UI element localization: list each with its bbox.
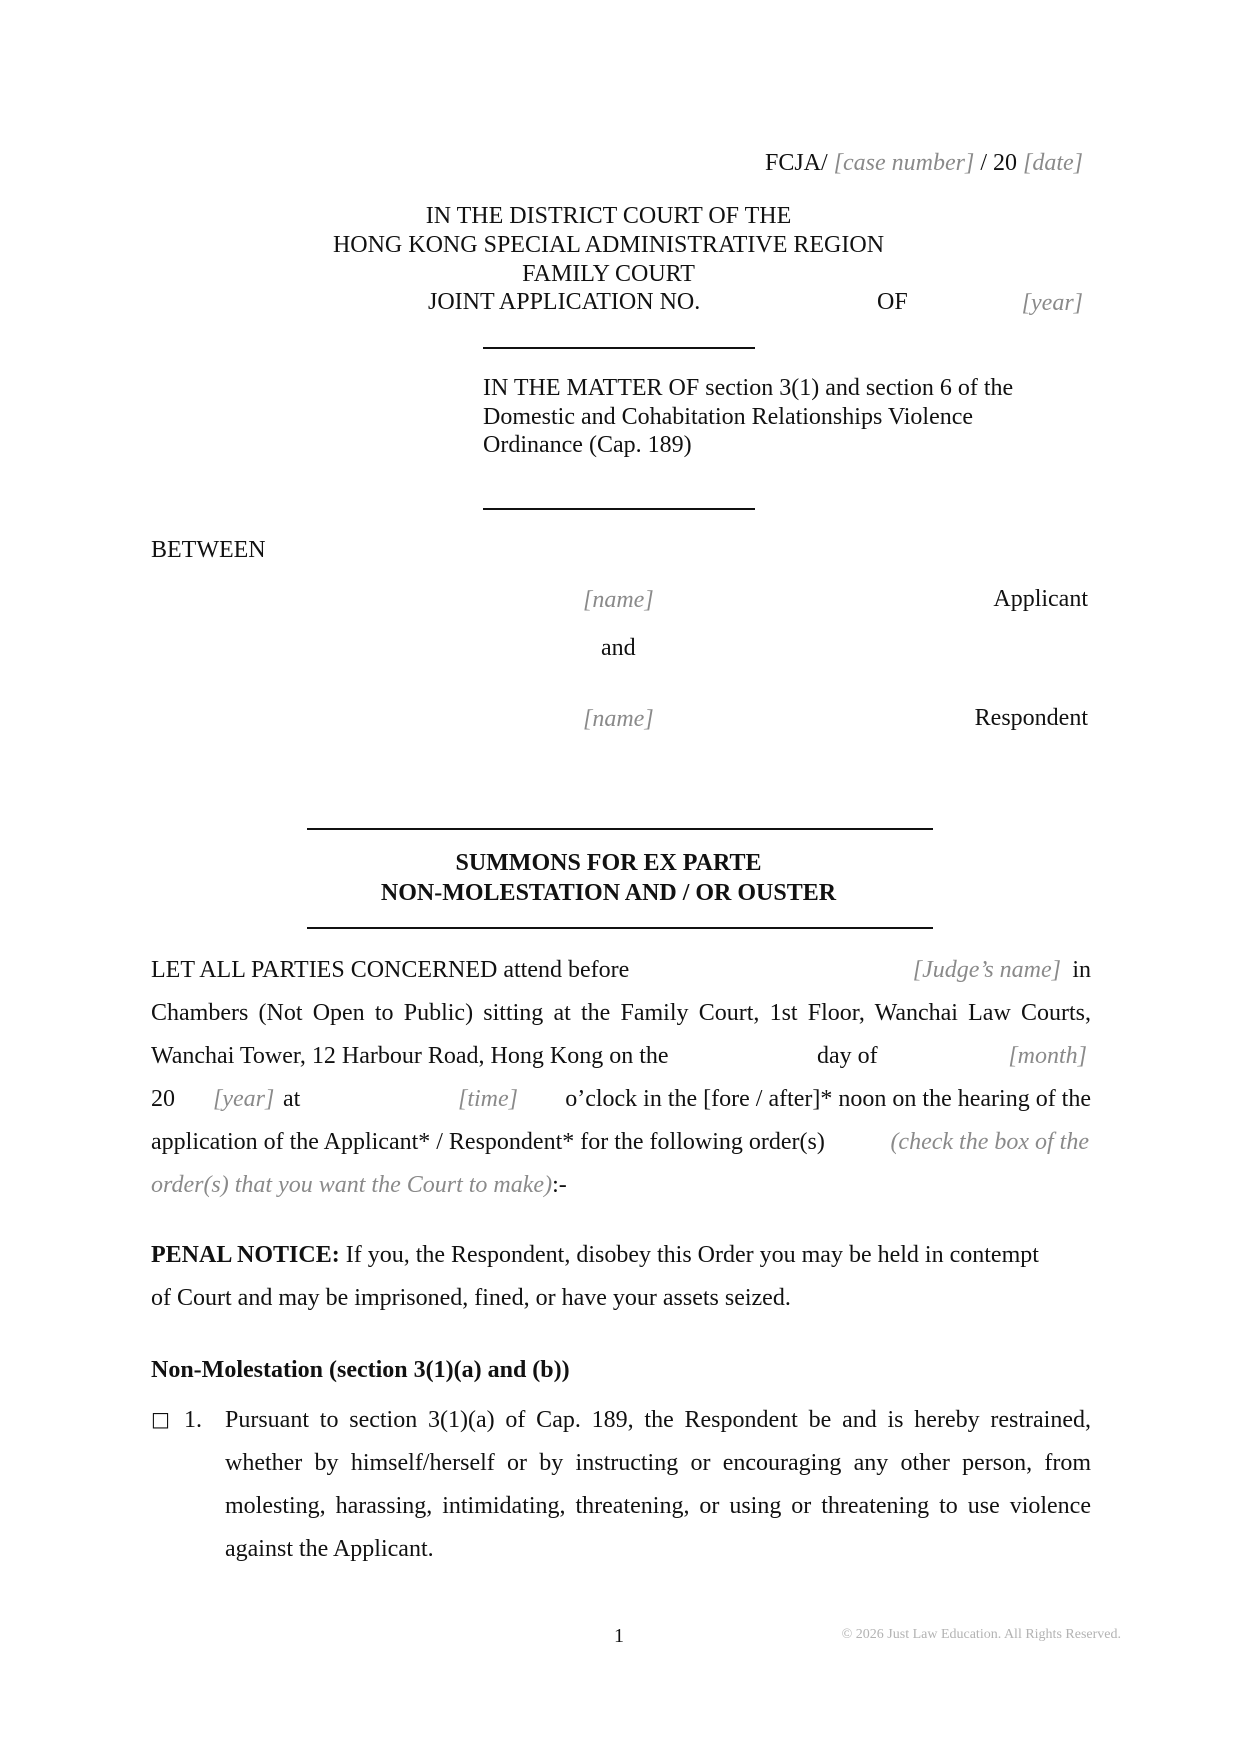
summons-text: Chambers (Not Open to Public) sitting at the Family Court, 1st Floor, Wanchai Law Courts,: [151, 1000, 1091, 1026]
summons-line-2: [151, 998, 1091, 1028]
time-placeholder: [time]: [458, 1086, 518, 1112]
of-label: OF: [877, 289, 908, 315]
and-label: and: [601, 635, 636, 661]
summons-line-1: [151, 955, 1091, 985]
hearing-year-placeholder: [year]: [213, 1086, 275, 1112]
summons-text: LET ALL PARTIES CONCERNED attend before: [151, 957, 630, 983]
order-1-checkbox[interactable]: □: [151, 1407, 170, 1431]
court-line-1: IN THE DISTRICT COURT OF THE: [425, 203, 792, 229]
matter-line-1: IN THE MATTER OF section 3(1) and section 6 of the: [483, 375, 1014, 401]
summons-text: o’clock in the [fore / after]* noon on the hearing of the: [565, 1086, 1091, 1112]
month-placeholder: [month]: [1008, 1043, 1087, 1069]
judge-name-placeholder: [Judge’s name]: [912, 957, 1061, 983]
copyright-notice: © 2026 Just Law Education. All Rights Reserved.: [841, 1627, 1121, 1642]
summons-line-5: [151, 1127, 1091, 1157]
summons-text: Wanchai Tower, 12 Harbour Road, Hong Kong on the: [151, 1043, 669, 1069]
penal-notice-line-1: [151, 1240, 1039, 1270]
order-1-line-4: against the Applicant.: [225, 1536, 434, 1562]
case-number-placeholder: [case number]: [833, 150, 975, 176]
penal-notice-label: PENAL NOTICE:: [151, 1242, 340, 1268]
matter-line-2: Domestic and Cohabitation Relationships Violence: [483, 404, 974, 430]
penal-notice-line-2: [151, 1283, 791, 1313]
court-line-3: FAMILY COURT: [522, 261, 695, 287]
matter-line-3: Ordinance (Cap. 189): [483, 432, 692, 458]
case-reference: [765, 148, 1083, 178]
order-1-line-2: whether by himself/herself or by instructing or encouraging any other person, from: [225, 1450, 1091, 1476]
applicant-role: Applicant: [993, 586, 1088, 612]
order-1-line-1: Pursuant to section 3(1)(a) of Cap. 189, the Respondent be and is hereby restrained,: [225, 1407, 1091, 1433]
summons-line-4: [151, 1084, 1091, 1114]
applicant-name-placeholder: [name]: [583, 587, 654, 613]
instruction-note: (check the box of the: [890, 1129, 1089, 1155]
document-title-line-1: SUMMONS FOR EX PARTE: [455, 850, 762, 876]
document-title-line-2: NON-MOLESTATION AND / OR OUSTER: [380, 880, 837, 906]
date-placeholder: [date]: [1023, 150, 1083, 176]
instruction-note: order(s) that you want the Court to make): [151, 1172, 553, 1198]
at-label: at: [283, 1086, 301, 1112]
respondent-name-placeholder: [name]: [583, 706, 654, 732]
order-1-line-3: molesting, harassing, intimidating, threatening, or using or threatening to use violence: [225, 1493, 1091, 1519]
case-ref-prefix: FCJA/: [764, 150, 828, 176]
order-1-number: 1.: [184, 1407, 202, 1433]
penal-notice-text: of Court and may be imprisoned, fined, or have your assets seized.: [151, 1285, 791, 1311]
summons-text: :-: [552, 1172, 567, 1198]
divider-rule: [483, 347, 755, 349]
court-line-2: HONG KONG SPECIAL ADMINISTRATIVE REGION: [332, 232, 885, 258]
application-label: JOINT APPLICATION NO.: [428, 289, 701, 315]
summons-line-6: [151, 1170, 567, 1200]
penal-notice-text: If you, the Respondent, disobey this Order you may be held in contempt: [339, 1242, 1039, 1268]
day-of-label: day of: [817, 1043, 878, 1069]
title-rule-top: [307, 828, 933, 830]
between-label: BETWEEN: [151, 537, 266, 563]
page-number: 1: [614, 1625, 624, 1647]
case-ref-mid: / 20: [974, 150, 1023, 176]
summons-text: 20: [151, 1086, 175, 1112]
section-heading: Non-Molestation (section 3(1)(a) and (b)): [151, 1357, 570, 1383]
application-year-placeholder: [year]: [1021, 290, 1083, 316]
summons-text: application of the Applicant* / Respondent* for the following order(s): [151, 1129, 825, 1155]
respondent-role: Respondent: [974, 705, 1088, 731]
divider-rule: [483, 508, 755, 510]
summons-line-3: [151, 1041, 1091, 1071]
summons-text: in: [1072, 957, 1091, 983]
title-rule-bottom: [307, 927, 933, 929]
